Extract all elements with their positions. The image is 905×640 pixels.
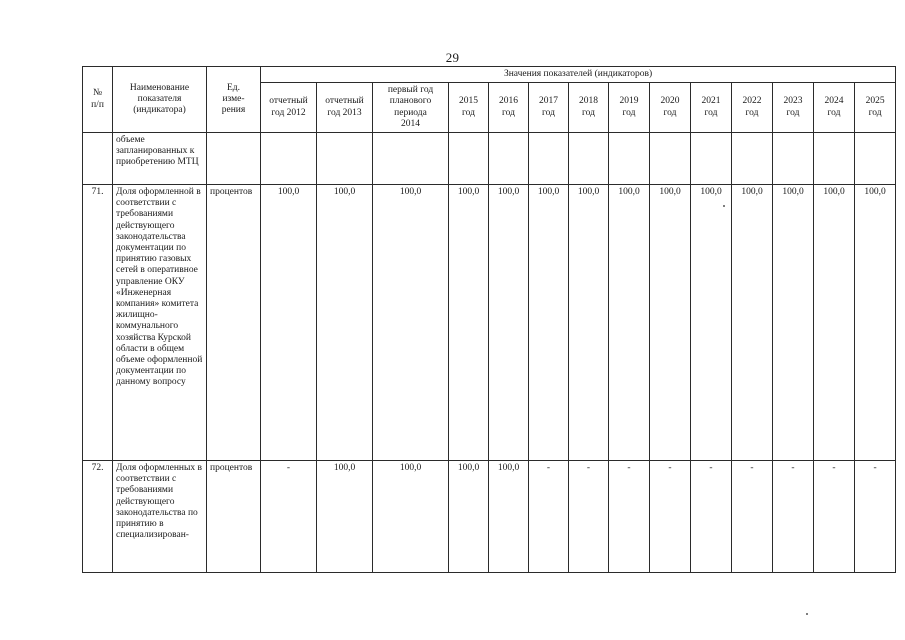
row-value: 100,0 <box>317 461 373 573</box>
header-line: год 2012 <box>271 107 306 118</box>
row-value <box>650 133 691 185</box>
row-number <box>83 133 113 185</box>
row-value: - <box>732 461 773 573</box>
header-line: 2018 <box>579 96 598 107</box>
row-value <box>489 133 529 185</box>
header-line: год <box>502 107 515 118</box>
table-row <box>83 133 896 185</box>
page-artifact-dot <box>806 613 808 615</box>
header-line: год <box>462 107 475 118</box>
header-col-2016 <box>489 83 529 133</box>
row-value: - <box>691 461 732 573</box>
header-line: год 2013 <box>327 107 362 118</box>
header-line: год <box>745 107 759 118</box>
row-value <box>855 133 896 185</box>
row-indicator-name: Доля оформленных в соответствии с требованиями действующего законодательства по принятию в специализирован- <box>113 461 207 573</box>
header-indicator-name <box>113 67 207 133</box>
row-value: 100,0 <box>489 461 529 573</box>
header-line: 2024 <box>824 96 844 107</box>
header-line: год <box>704 107 718 118</box>
header-unit-line2: изме- <box>222 93 245 104</box>
header-line: первый год <box>387 85 434 96</box>
indicators-table <box>82 66 896 573</box>
row-unit <box>207 133 261 185</box>
row-value <box>373 133 449 185</box>
header-line: 2015 <box>459 96 478 107</box>
table-row <box>83 185 896 461</box>
header-col-2017 <box>529 83 569 133</box>
header-line: 2019 <box>619 96 639 107</box>
header-line: год <box>827 107 841 118</box>
row-value: - <box>814 461 855 573</box>
table-row <box>83 461 896 573</box>
row-value: 100,0 <box>529 185 569 461</box>
header-line: периода <box>394 107 427 118</box>
header-col-report-2013 <box>317 83 373 133</box>
row-value <box>609 133 650 185</box>
row-value: - <box>529 461 569 573</box>
row-value <box>449 133 489 185</box>
header-line: год <box>622 107 636 118</box>
row-value <box>814 133 855 185</box>
header-line: год <box>582 107 595 118</box>
row-value: 100,0 <box>449 461 489 573</box>
row-value <box>773 133 814 185</box>
header-line: 2021 <box>701 96 721 107</box>
row-value: 100,0 <box>732 185 773 461</box>
row-indicator-name: Доля оформленной в соответствии с требованиями действующего законодательства документации по принятию газовых сетей в оперативное управление ОКУ «Инженерная компания» комитета жилищно-коммунального хозяйства Курской области в общем объеме оформленной документации по данному вопросу <box>113 185 207 461</box>
header-col-2018 <box>569 83 609 133</box>
row-value: 100,0 <box>691 185 732 461</box>
header-line: год <box>663 107 677 118</box>
page-number: 29 <box>445 50 460 65</box>
table-header-row-top <box>83 67 896 83</box>
header-line: 2014 <box>401 118 420 129</box>
header-number-line2: п/п <box>91 99 104 110</box>
header-col-report-2012 <box>261 83 317 133</box>
row-value <box>261 133 317 185</box>
header-values-group: Значения показателей (индикаторов) <box>261 67 896 83</box>
row-value: - <box>650 461 691 573</box>
row-value: 100,0 <box>261 185 317 461</box>
row-value: - <box>609 461 650 573</box>
row-number: 71. <box>83 185 113 461</box>
row-value: 100,0 <box>814 185 855 461</box>
row-value: 100,0 <box>489 185 529 461</box>
row-value: 100,0 <box>449 185 489 461</box>
header-col-first-planned-2014 <box>373 83 449 133</box>
header-col-2020 <box>650 83 691 133</box>
row-value: - <box>855 461 896 573</box>
header-line: отчетный <box>269 96 308 107</box>
row-value: 100,0 <box>373 461 449 573</box>
header-col-2025 <box>855 83 896 133</box>
row-indicator-name: объеме запланированных к приобретению МТЦ <box>113 133 207 185</box>
row-value: 100,0 <box>569 185 609 461</box>
header-unit-line3: рения <box>221 105 246 116</box>
row-unit: процентов <box>207 185 261 461</box>
row-value <box>691 133 732 185</box>
header-col-2019 <box>609 83 650 133</box>
row-value: - <box>261 461 317 573</box>
header-line: отчетный <box>325 96 364 107</box>
header-line: 2023 <box>783 96 803 107</box>
header-line: 2020 <box>660 96 680 107</box>
header-line: 2022 <box>742 96 762 107</box>
header-line: год <box>542 107 555 118</box>
row-value <box>317 133 373 185</box>
header-unit-line1: Ед. <box>226 82 240 93</box>
row-value: 100,0 <box>317 185 373 461</box>
header-line: 2017 <box>539 96 558 107</box>
header-name-line3: (индикатора) <box>133 105 186 116</box>
header-line: 2025 <box>865 96 885 107</box>
header-line: год <box>868 107 882 118</box>
indicators-table-wrapper <box>82 66 886 573</box>
row-value: 100,0 <box>609 185 650 461</box>
header-name-line2: показателя <box>137 93 182 104</box>
header-unit <box>207 67 261 133</box>
row-value: 100,0 <box>373 185 449 461</box>
row-value <box>529 133 569 185</box>
header-line: год <box>786 107 800 118</box>
header-col-2022 <box>732 83 773 133</box>
row-value: 100,0 <box>773 185 814 461</box>
row-value: 100,0 <box>855 185 896 461</box>
row-number: 72. <box>83 461 113 573</box>
row-value: - <box>569 461 609 573</box>
header-col-2015 <box>449 83 489 133</box>
row-value: 100,0 <box>650 185 691 461</box>
row-value: - <box>773 461 814 573</box>
header-name-line1: Наименование <box>129 82 190 93</box>
row-value <box>732 133 773 185</box>
row-unit: процентов <box>207 461 261 573</box>
header-line: планового <box>389 96 432 107</box>
header-number-line1: № <box>92 88 103 99</box>
header-col-2024 <box>814 83 855 133</box>
header-col-2021 <box>691 83 732 133</box>
header-col-2023 <box>773 83 814 133</box>
header-number <box>83 67 113 133</box>
header-line: 2016 <box>499 96 518 107</box>
row-value <box>569 133 609 185</box>
